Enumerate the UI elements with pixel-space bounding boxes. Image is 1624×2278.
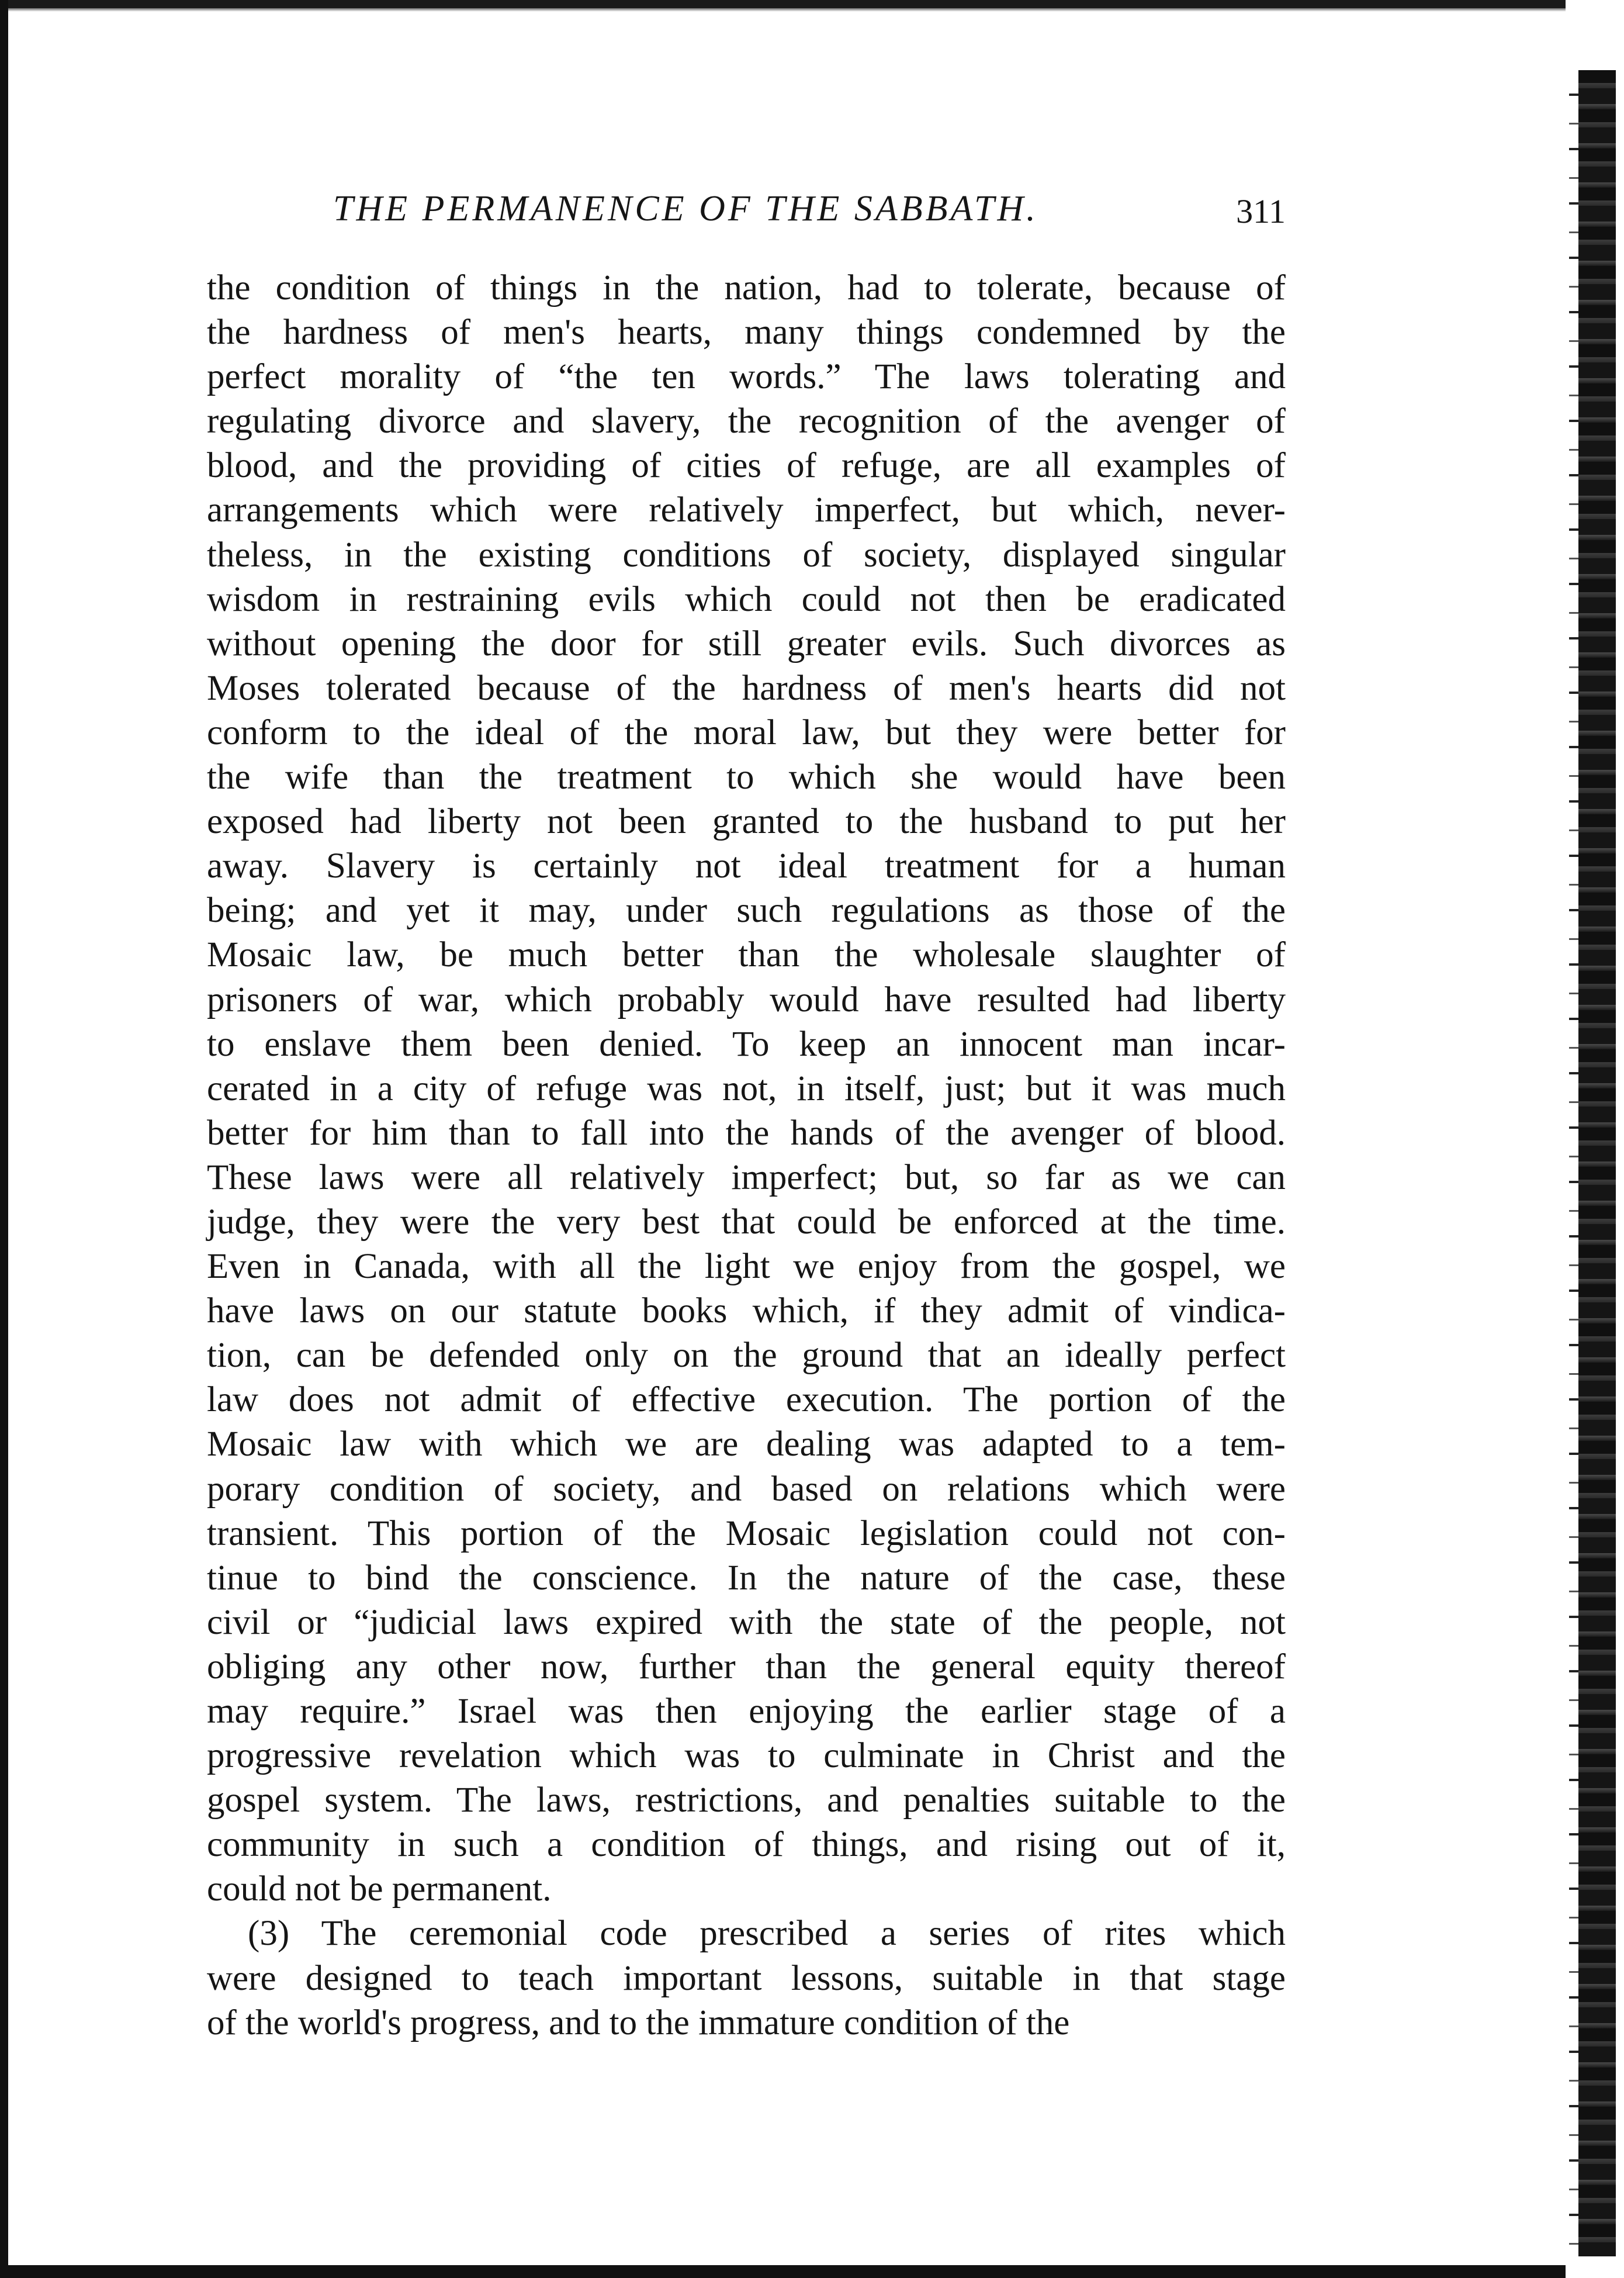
text-line: civil or “judicial laws expired with the state of the people, not <box>207 1602 1286 1642</box>
text-line: theless, in the existing conditions of society, displayed singular <box>207 535 1286 575</box>
page-number: 311 <box>1236 192 1286 230</box>
text-line: being; and yet it may, under such regulations as those of the <box>207 891 1286 931</box>
text-line: Moses tolerated because of the hardness of men's hearts did not <box>207 668 1286 708</box>
text-line: exposed had liberty not been granted to the husband to put her <box>207 802 1286 842</box>
text-line: of the world's progress, and to the immature condition of the <box>207 2003 1070 2042</box>
text-line: the hardness of men's hearts, many things condemned by the <box>207 313 1286 352</box>
text-line: progressive revelation which was to culminate in Christ and the <box>207 1736 1286 1776</box>
text-line: Mosaic law, be much better than the wholesale slaughter of <box>207 935 1286 975</box>
text-line: cerated in a city of refuge was not, in itself, just; but it was much <box>207 1069 1286 1108</box>
scan-edge-left <box>0 0 8 2278</box>
scan-edge-right-dark <box>1578 70 1616 2256</box>
text-line: the condition of things in the nation, had to tolerate, because of <box>207 268 1286 307</box>
text-line: conform to the ideal of the moral law, but they were better for <box>207 713 1286 752</box>
body-text <box>207 266 1286 2045</box>
scan-edge-bottom <box>0 2265 1624 2278</box>
text-line: Mosaic law with which we are dealing was adapted to a tem- <box>207 1425 1286 1464</box>
text-line: (3) The ceremonial code prescribed a series of rites which <box>248 1914 1286 1954</box>
text-line: These laws were all relatively imperfect; but, so far as we can <box>207 1157 1286 1197</box>
text-line: could not be permanent. <box>207 1869 552 1909</box>
text-line: tinue to bind the conscience. In the nature of the case, these <box>207 1558 1286 1598</box>
text-line: have laws on our statute books which, if they admit of vindica- <box>207 1291 1286 1331</box>
scan-edge-top-shadow <box>0 8 1624 12</box>
text-line: arrangements which were relatively imperfect, but which, never- <box>207 490 1286 530</box>
text-line: better for him than to fall into the hands of the avenger of blood. <box>207 1113 1286 1153</box>
text-line: were designed to teach important lessons, suitable in that stage <box>207 1958 1286 1998</box>
text-line: may require.” Israel was then enjoying the earlier stage of a <box>207 1692 1286 1731</box>
running-title: THE PERMANENCE OF THE SABBATH. <box>333 189 1038 229</box>
scan-edge-right-fray <box>1569 70 1578 2256</box>
text-line: community in such a condition of things, and rising out of it, <box>207 1825 1286 1865</box>
scan-edge-top <box>0 0 1624 8</box>
text-line: obliging any other now, further than the general equity thereof <box>207 1647 1286 1686</box>
text-line: blood, and the providing of cities of refuge, are all examples of <box>207 446 1286 486</box>
text-line: tion, can be defended only on the ground that an ideally perfect <box>207 1336 1286 1375</box>
page-header <box>199 188 1286 235</box>
text-line: perfect morality of “the ten words.” The laws tolerating and <box>207 357 1286 397</box>
text-line: judge, they were the very best that could be enforced at the time. <box>207 1202 1286 1242</box>
text-line: regulating divorce and slavery, the recognition of the avenger of <box>207 402 1286 441</box>
text-line: Even in Canada, with all the light we enjoy from the gospel, we <box>207 1247 1286 1287</box>
text-line: gospel system. The laws, restrictions, and penalties suitable to the <box>207 1781 1286 1820</box>
text-line: away. Slavery is certainly not ideal treatment for a human <box>207 846 1286 886</box>
text-line: prisoners of war, which probably would have resulted had liberty <box>207 980 1286 1019</box>
text-line: the wife than the treatment to which she would have been <box>207 758 1286 797</box>
paragraph <box>207 1911 1286 2045</box>
text-line: law does not admit of effective execution. The portion of the <box>207 1380 1286 1420</box>
text-line: porary condition of society, and based on relations which were <box>207 1469 1286 1509</box>
text-line: to enslave them been denied. To keep an innocent man incar- <box>207 1024 1286 1064</box>
text-line: transient. This portion of the Mosaic legislation could not con- <box>207 1513 1286 1553</box>
text-line: wisdom in restraining evils which could not then be eradicated <box>207 579 1286 619</box>
paragraph <box>207 266 1286 1911</box>
text-line: without opening the door for still greater evils. Such divorces as <box>207 624 1286 663</box>
